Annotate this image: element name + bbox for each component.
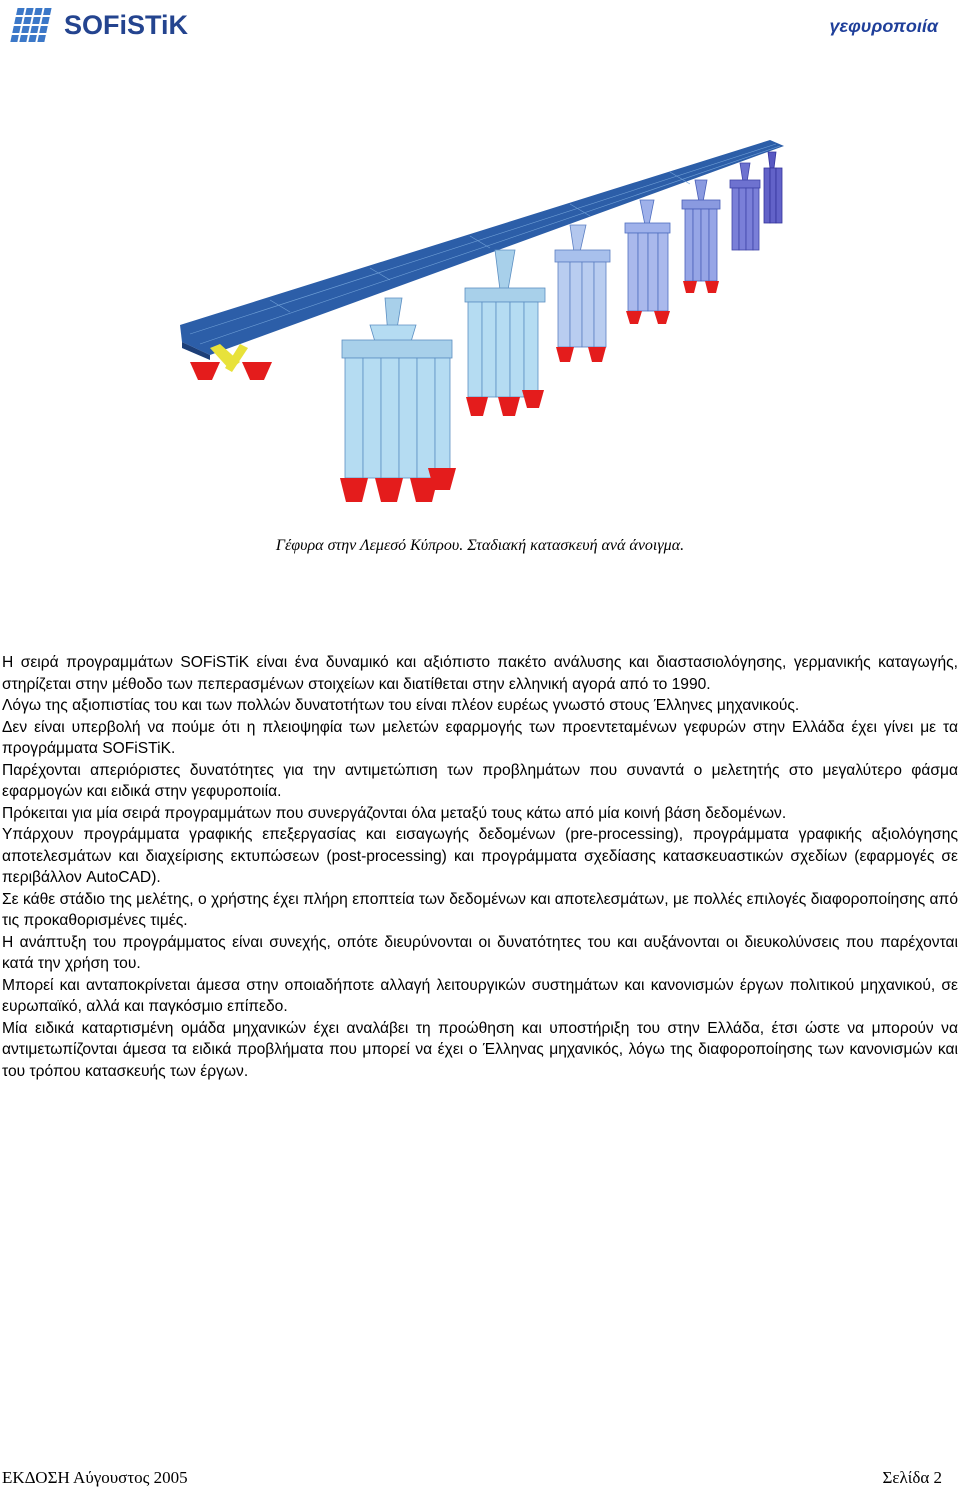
page-number: Σελίδα 2 [882, 1468, 942, 1487]
paragraph: Παρέχονται απεριόριστες δυνατότητες για την αντιμετώπιση των προβλημάτων που συναντά ο μελετητής στο μεγαλύτερο φάσμα εφαρμογών και ειδικά στην γεφυροποιία. [2, 761, 958, 800]
paragraph: Σε κάθε στάδιο της μελέτης, ο χρήστης έχει πλήρη εποπτεία των δεδομένων και αποτελεσμάτων, με πολλές επιλογές διαφοροποίησης από τις προκαθορισμένες τιμές. [2, 890, 958, 929]
header-tag: γεφυροποιία [829, 16, 938, 36]
paragraph: Μπορεί και ανταποκρίνεται άμεσα στην οποιαδήποτε αλλαγή λειτουργικών συστημάτων και κανονισμών έργων πολιτικού μηχανικού, σε ευρωπαϊκό, αλλά και παγκόσμιο επίπεδο. [2, 976, 958, 1015]
pier-3 [555, 225, 610, 362]
paragraph: Πρόκειται για μία σειρά προγραμμάτων που συνεργάζονται όλα μεταξύ τους κάτω από μία κοινή βάση δεδομένων. [2, 804, 787, 822]
figure-caption: Γέφυρα στην Λεμεσό Κύπρου. Σταδιακή κατασκευή ανά άνοιγμα. [275, 537, 685, 554]
bridge-figure [170, 130, 790, 530]
paragraph: Η ανάπτυξη του προγράμματος είναι συνεχής, οπότε διευρύνονται οι δυνατότητες του και αυξάνονται οι διευκολύνσεις που παρέχονται κατά την χρήση του. [2, 933, 958, 972]
paragraph: Μία ειδικά καταρτισμένη ομάδα μηχανικών έχει αναλάβει τη προώθηση και υποστήριξη του στην Ελλάδα, έτσι ώστε να μπορούν να αντιμετωπίζονται άμεσα τα ειδικά προβλήματα που μπορεί να έχει ο Έλληνας μηχανικός, λόγω της διαφοροποίησης των κανονισμών και του τρόπου κατασκευής των έργων. [2, 1019, 958, 1080]
pier-2 [465, 250, 545, 416]
paragraph: Λόγω της αξιοπιστίας του και των πολλών δυνατοτήτων του είναι πλέον ευρέως γνωστό στους Έλληνες μηχανικούς. [2, 697, 800, 714]
sofistik-logo [8, 2, 238, 46]
logo-wordmark: SOFiSTiK [64, 10, 189, 40]
paragraph: Υπάρχουν προγράμματα γραφικής επεξεργασίας και εισαγωγής δεδομένων (pre-processing), προγράμματα γραφικής αξιολόγησης αποτελεσμάτων και διαχείρισης εκτυπώσεων (post-processing) και προγράμματα σχεδίασης κατασκευαστικών σχεδίων (εφαρμογές σε περιβάλλον AutoCAD). [2, 826, 958, 886]
pier-4 [625, 200, 670, 324]
pier-7 [764, 152, 782, 223]
support-red [190, 362, 220, 380]
support-red [242, 362, 272, 380]
paragraph: Η σειρά προγραμμάτων SOFiSTiK είναι ένα δυναμικό και αξιόπιστο πακέτο ανάλυσης και διαστασιολόγησης, γερμανικής καταγωγής, στηρίζεται στην μέθοδο των πεπερασμένων στοιχείων και διατίθεται στην ελληνική αγορά από το 1990. [2, 654, 958, 693]
page-footer [0, 1466, 960, 1490]
pier-6 [730, 163, 760, 250]
paragraph: Δεν είναι υπερβολή να πούμε ότι η πλειοψηφία των μελετών εφαρμογής των προεντεταμένων γεφυρών στην Ελλάδα έχει γίνει με τα προγράμματα SOFiSTiK. [2, 718, 958, 757]
page-header [0, 0, 960, 50]
edition-label: ΕΚΔΟΣΗ Αύγουστος 2005 [2, 1468, 188, 1487]
pier-5 [682, 180, 720, 293]
body-text [2, 652, 958, 1082]
pier-1 [340, 298, 456, 502]
